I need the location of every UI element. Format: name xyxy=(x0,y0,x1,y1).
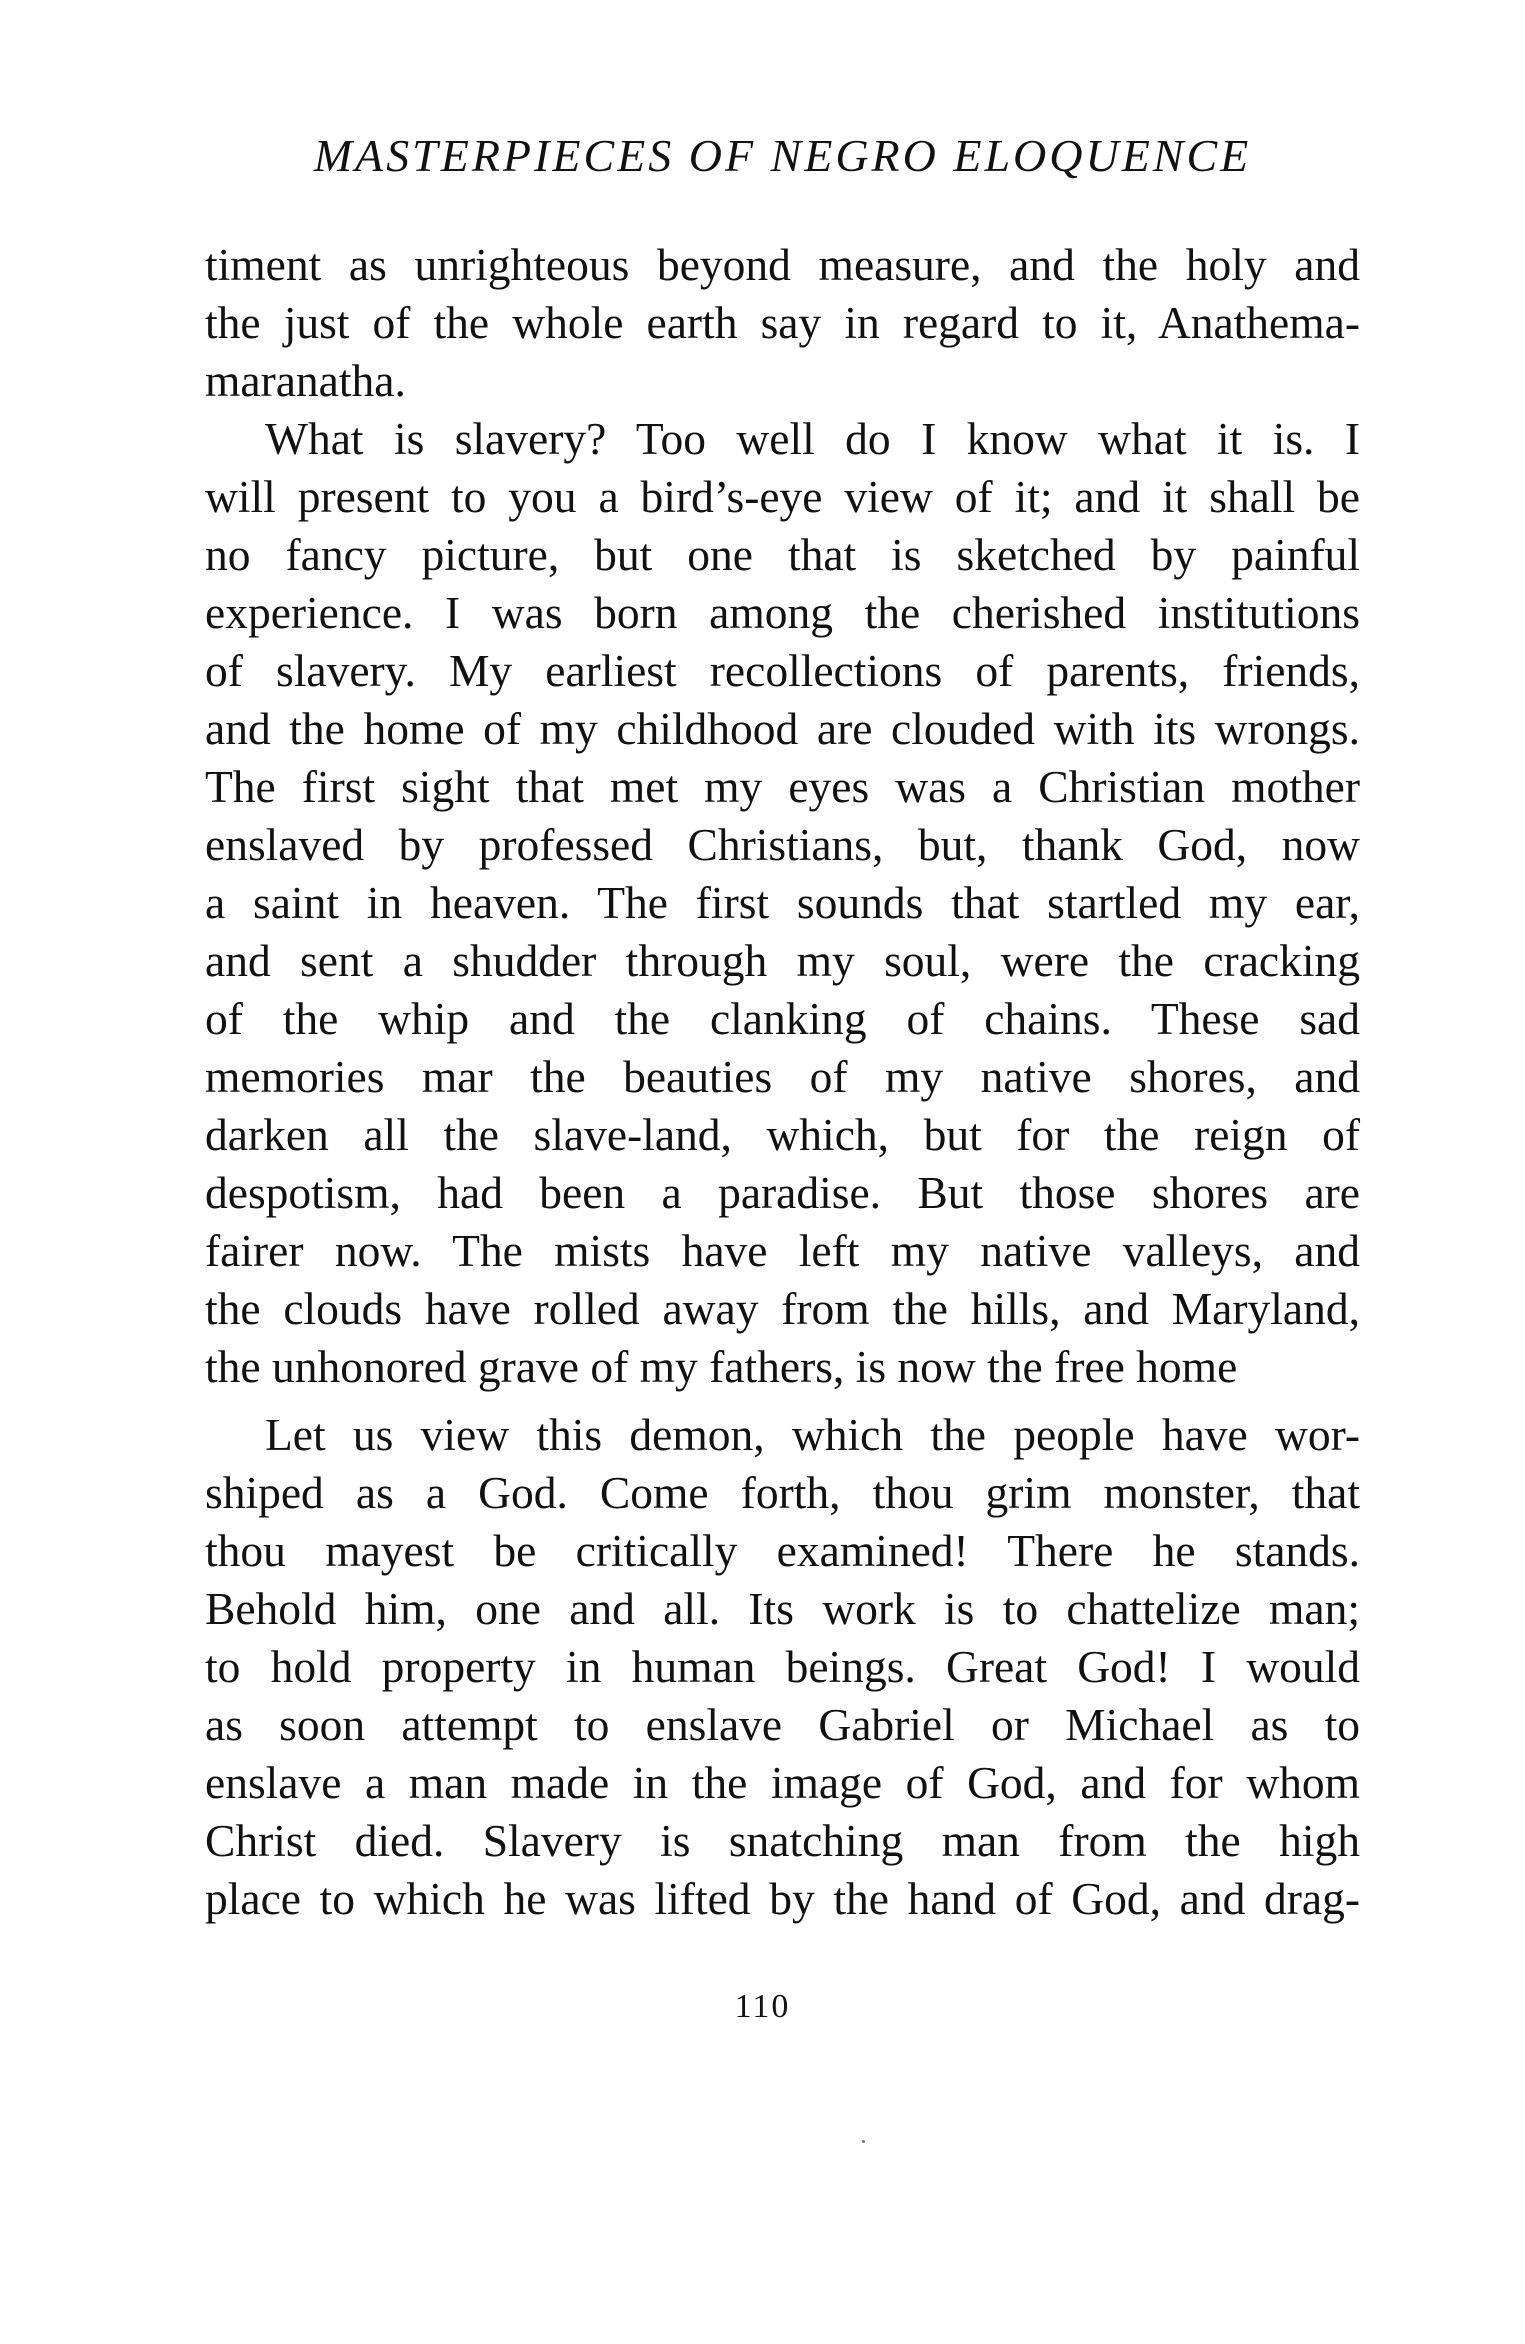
body-text xyxy=(205,236,1360,1928)
text-line: experience. I was born among the cherished institutions xyxy=(205,587,1360,638)
paragraph-gap xyxy=(205,1396,1360,1406)
text-line: of the whip and the clanking of chains. These sad xyxy=(205,993,1360,1044)
text-line: will present to you a bird’s-eye view of it; and it shall be xyxy=(205,471,1360,522)
text-line: to hold property in human beings. Great God! I would xyxy=(205,1641,1360,1692)
scan-speck xyxy=(862,2140,865,2143)
text-line: the just of the whole earth say in regard to it, Anathema- xyxy=(205,297,1360,348)
text-line: no fancy picture, but one that is sketched by painful xyxy=(205,529,1360,580)
text-line: as soon attempt to enslave Gabriel or Michael as to xyxy=(205,1699,1360,1750)
text-line: maranatha. xyxy=(205,355,406,406)
running-head: MASTERPIECES OF NEGRO ELOQUENCE xyxy=(313,130,1252,181)
text-line: the clouds have rolled away from the hills, and Maryland, xyxy=(205,1283,1360,1334)
text-line: of slavery. My earliest recollections of parents, friends, xyxy=(205,645,1360,696)
text-line: Let us view this demon, which the people have wor- xyxy=(265,1409,1360,1460)
text-line: enslaved by professed Christians, but, thank God, now xyxy=(205,819,1360,870)
text-line: Christ died. Slavery is snatching man from the high xyxy=(205,1815,1360,1866)
text-line: thou mayest be critically examined! There he stands. xyxy=(205,1525,1360,1576)
text-line: darken all the slave-land, which, but for the reign of xyxy=(205,1109,1360,1160)
text-line: shiped as a God. Come forth, thou grim monster, that xyxy=(205,1467,1360,1518)
text-line: place to which he was lifted by the hand of God, and drag- xyxy=(205,1873,1360,1924)
text-line: and sent a shudder through my soul, were the cracking xyxy=(205,935,1360,986)
paragraph-3 xyxy=(205,1406,1360,1928)
text-line: enslave a man made in the image of God, and for whom xyxy=(205,1757,1360,1808)
text-line: memories mar the beauties of my native shores, and xyxy=(205,1051,1360,1102)
text-line: The first sight that met my eyes was a Christian mother xyxy=(205,761,1360,812)
paragraph-1 xyxy=(205,236,1360,410)
text-line: and the home of my childhood are clouded with its wrongs. xyxy=(205,703,1360,754)
text-line: fairer now. The mists have left my native valleys, and xyxy=(205,1225,1360,1276)
text-line: despotism, had been a paradise. But those shores are xyxy=(205,1167,1360,1218)
text-line: What is slavery? Too well do I know what it is. I xyxy=(265,413,1360,464)
text-line: timent as unrighteous beyond measure, and the holy and xyxy=(205,239,1360,290)
paragraph-2 xyxy=(205,410,1360,1396)
page-number: 110 xyxy=(734,1988,791,2025)
text-line: Behold him, one and all. Its work is to chattelize man; xyxy=(205,1583,1360,1634)
text-line: the unhonored grave of my fathers, is now the free home xyxy=(205,1341,1238,1392)
text-line: a saint in heaven. The first sounds that startled my ear, xyxy=(205,877,1360,928)
